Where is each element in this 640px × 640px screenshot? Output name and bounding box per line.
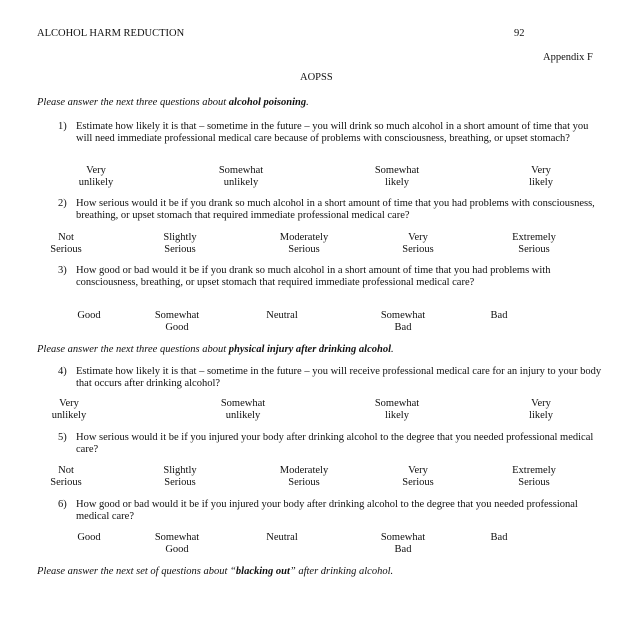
- page-number: 92: [514, 28, 525, 39]
- scale-option[interactable]: Very Serious: [402, 465, 434, 488]
- question-2: [58, 198, 606, 222]
- question-4: [58, 366, 606, 390]
- question-text: How serious would it be if you injured your body after drinking alcohol to the degree that you needed professional medical care?: [76, 432, 594, 455]
- page-title: AOPSS: [300, 72, 333, 83]
- scale-option[interactable]: Neutral: [266, 310, 298, 321]
- question-number: 4): [58, 366, 67, 377]
- question-number: 6): [58, 499, 67, 510]
- scale-option[interactable]: Slightly Serious: [163, 232, 197, 255]
- scale-option[interactable]: Not Serious: [50, 465, 82, 488]
- scale-option[interactable]: Moderately Serious: [279, 232, 329, 255]
- scale-option[interactable]: Somewhat Good: [154, 532, 200, 555]
- question-5: [58, 432, 606, 456]
- scale-option[interactable]: Somewhat likely: [374, 398, 420, 421]
- scale-option[interactable]: Good: [77, 532, 101, 543]
- scale-option[interactable]: Very likely: [529, 165, 553, 188]
- running-title: ALCOHOL HARM REDUCTION: [37, 28, 185, 39]
- section-instruction: Please answer the next three questions about physical injury after drinking alcohol.: [37, 344, 394, 355]
- scale-option[interactable]: Extremely Serious: [512, 465, 556, 488]
- section-instruction: Please answer the next three questions about alcohol poisoning.: [37, 97, 309, 108]
- scale-option[interactable]: Extremely Serious: [512, 232, 556, 255]
- scale-option[interactable]: Slightly Serious: [163, 465, 197, 488]
- scale-option[interactable]: Very unlikely: [51, 398, 87, 421]
- question-text: How good or bad would it be if you drank so much alcohol in a short amount of time that you had problems with consciousness, breathing, or upset stomach that required immediate professional medical care?: [76, 265, 551, 288]
- scale-option[interactable]: Bad: [490, 532, 508, 543]
- question-text: Estimate how likely it is that – sometime in the future – you will drink so much alcohol in a short amount of time that you will need immediate professional medical care because of problems with consciousness, breathing, or upset stomach?: [76, 121, 589, 144]
- scale-option[interactable]: Very unlikely: [78, 165, 114, 188]
- question-3: [58, 265, 606, 289]
- question-number: 1): [58, 121, 67, 132]
- scale-option[interactable]: Neutral: [266, 532, 298, 543]
- question-1: [58, 121, 606, 145]
- scale-option[interactable]: Moderately Serious: [279, 465, 329, 488]
- question-text: How good or bad would it be if you injured your body after drinking alcohol to the degree that you needed professional medical care?: [76, 499, 578, 522]
- scale-option[interactable]: Somewhat likely: [374, 165, 420, 188]
- appendix-label: Appendix F: [543, 52, 593, 63]
- question-number: 2): [58, 198, 67, 209]
- question-number: 5): [58, 432, 67, 443]
- scale-option[interactable]: Somewhat Bad: [380, 310, 426, 333]
- scale-option[interactable]: Somewhat Good: [154, 310, 200, 333]
- scale-option[interactable]: Bad: [490, 310, 508, 321]
- scale-option[interactable]: Not Serious: [50, 232, 82, 255]
- scale-option[interactable]: Very Serious: [402, 232, 434, 255]
- question-6: [58, 499, 606, 523]
- question-text: Estimate how likely it is that – sometime in the future – you will receive professional medical care for an injury to your body that occurs after drinking alcohol?: [76, 366, 602, 389]
- scale-option[interactable]: Somewhat Bad: [380, 532, 426, 555]
- scale-option[interactable]: Somewhat unlikely: [220, 398, 266, 421]
- scale-option[interactable]: Somewhat unlikely: [218, 165, 264, 188]
- question-number: 3): [58, 265, 67, 276]
- scale-option[interactable]: Very likely: [529, 398, 553, 421]
- section-instruction: Please answer the next set of questions about “blacking out” after drinking alcohol.: [37, 566, 394, 577]
- question-text: How serious would it be if you drank so much alcohol in a short amount of time that you had problems with consciousness, breathing, or upset stomach that required immediate professional medical care?: [76, 198, 595, 221]
- scale-option[interactable]: Good: [77, 310, 101, 321]
